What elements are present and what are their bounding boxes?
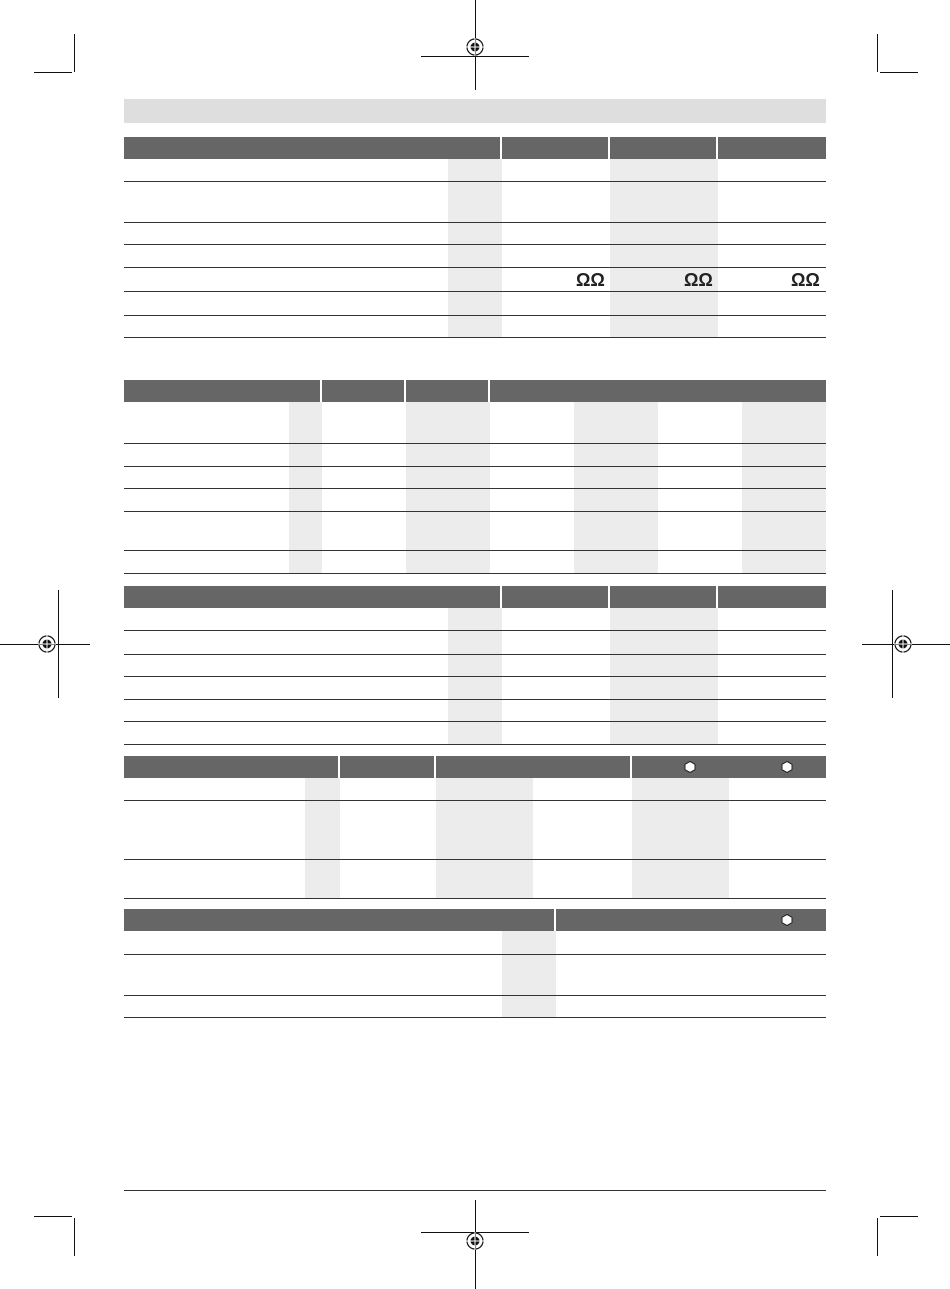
table-row [124,511,826,512]
table-header [406,380,488,402]
value-column [436,778,533,898]
table-row [124,244,826,245]
hexagon-icon [781,914,793,926]
table-row [124,654,826,655]
page-header-band [124,99,826,123]
table-header [436,756,630,778]
table-header [124,586,500,608]
unit-column [305,778,340,898]
table-header [718,586,826,608]
table-row [124,676,826,677]
table-header [610,137,716,159]
table-row [124,267,826,268]
table-header [610,586,716,608]
registration-target [466,1232,484,1250]
rotation-direction-icon: ΩΩ [791,270,820,290]
table-header [340,756,434,778]
registration-target [466,38,484,56]
table-row [124,721,826,722]
crop-mark [34,1216,72,1217]
table-row [124,337,826,338]
unit-column [448,159,502,337]
table-row [124,859,826,860]
table-row [124,443,826,444]
table-row [124,573,826,574]
table-row [124,291,826,292]
table-header [124,756,338,778]
table-row [124,1017,826,1018]
unit-column [502,931,556,1017]
crop-mark [892,590,893,698]
table-row [124,898,826,899]
table-header [124,909,554,931]
value-column [632,778,729,898]
table-header [124,380,320,402]
hexagon-icon [781,761,793,773]
crop-mark [880,1216,918,1217]
crop-mark [74,34,75,72]
value-column [610,159,718,337]
table-row [124,488,826,489]
table-header [632,756,826,778]
table-header [502,137,608,159]
table-header [124,137,500,159]
crop-mark [877,1218,878,1256]
table-header [490,380,826,402]
table-row [124,466,826,467]
table-row [124,181,826,182]
crop-mark [58,590,59,698]
rotation-direction-icon: ΩΩ [684,270,713,290]
table-header [718,137,826,159]
registration-target [894,635,912,653]
table-row [124,222,826,223]
hexagon-icon [684,761,696,773]
table-row [124,630,826,631]
table-row [124,995,826,996]
table-header [502,586,608,608]
crop-mark [34,72,72,73]
table-row [124,954,826,955]
crop-mark [74,1218,75,1256]
footer-rule [124,1190,826,1191]
table-row [124,550,826,551]
table-header [322,380,404,402]
table-row [124,800,826,801]
crop-mark [421,56,529,57]
rotation-direction-icon: ΩΩ [576,270,605,290]
crop-mark [877,34,878,72]
registration-target [38,635,56,653]
table-row [124,699,826,700]
table-row [124,315,826,316]
crop-mark [880,72,918,73]
table-row [124,744,826,745]
